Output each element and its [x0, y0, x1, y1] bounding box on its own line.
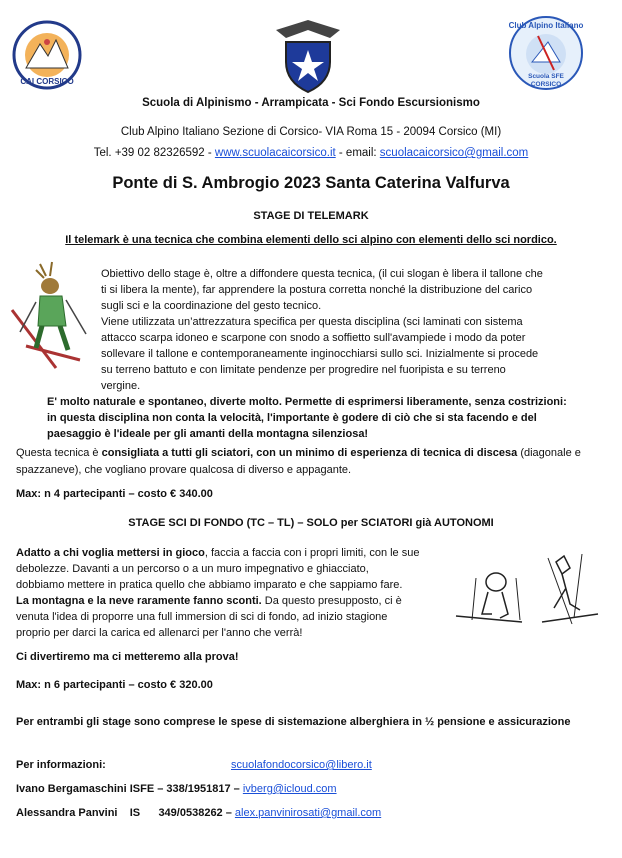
logo-left-caption: CAI CORSICO: [20, 77, 74, 86]
fondo-line: dobbiamo mettere in pratica quello che abbiamo imparato e che sappiamo fare.: [16, 579, 403, 591]
contact-person-1: [16, 781, 337, 797]
telemark-line: Viene utilizzata un’attrezzatura specifica per questa disciplina (sci laminati con sistema: [101, 316, 523, 328]
telemark-line: sugli sci e la coordinazione del gesto tecnico.: [101, 300, 322, 312]
both-stages-note: Per entrambi gli stage sono comprese le spese di sistemazione alberghiera in ½ pensione e assicurazione: [16, 716, 571, 728]
fondo-line: debolezze. Davanti a un percorso o a un muro impegnativo e ghiacciato,: [16, 563, 369, 575]
telemark-bold-line: in questa disciplina non conta la velocità, l'importante è godere di ciò che si sta facendo e del: [47, 412, 537, 424]
telemark-line: sollevare il tallone e contemporaneamente inginocchiarsi sullo sci. Inizialmente si procede: [101, 348, 539, 360]
person1-email-link[interactable]: ivberg@icloud.com: [242, 783, 337, 795]
fondo-line: proprio per darci la carica ed allenarci per l'anno che verrà!: [16, 627, 303, 639]
person1-text: Ivano Bergamaschini ISFE – 338/1951817 –: [16, 783, 243, 795]
contact-line: [0, 147, 622, 159]
fondo-l1-bold: Adatto a chi voglia mettersi in gioco: [16, 547, 205, 559]
fondo-description: [16, 545, 446, 641]
fondo-l4-bold: La montagna e la neve raramente fanno sconti.: [16, 595, 262, 607]
person2-text: Alessandra Panvini IS 349/0538262 –: [16, 807, 235, 819]
address-line: Club Alpino Italiano Sezione di Corsico- VIA Roma 15 - 20094 Corsico (MI): [120, 126, 502, 138]
header-email-link[interactable]: scuolacaicorsico@gmail.com: [379, 147, 529, 159]
tel-text: Tel. +39 02 82326592 -: [93, 147, 215, 159]
cross-country-skiers-illustration: [452, 548, 602, 640]
school-line: Scuola di Alpinismo - Arrampicata - Sci Fondo Escursionismo: [142, 97, 480, 109]
telemark-subheading: Il telemark è una tecnica che combina elementi dello sci alpino con elementi dello sci nordico.: [65, 234, 557, 246]
cai-eagle-emblem: [272, 16, 344, 96]
telemark-line: ti si libera la mente), far apprendere la postura corretta nonché la distribuzione del carico: [101, 284, 533, 296]
telemark-highlight: [47, 394, 617, 442]
telemark-line: su terreno battuto e con limitate pendenze per progredire nel fuoripista e su terreno: [101, 364, 506, 376]
telemark-bold-line: E' molto naturale e spontaneo, diverte molto. Permette di esprimersi liberamente, senza costrizioni:: [47, 396, 567, 408]
club-alpino-sfe-logo: [508, 14, 584, 92]
telemark-skier-illustration: [6, 256, 92, 376]
fondo-l1-rest: , faccia a faccia con i propri limiti, con le sue: [204, 547, 420, 559]
rec-line2: spazzaneve), che vogliano provare qualcosa di diverso e appagante.: [16, 464, 352, 476]
page-title: Ponte di S. Ambrogio 2023 Santa Caterina Valfurva: [112, 174, 510, 192]
email-label: - email:: [335, 147, 380, 159]
svg-text:Club Alpino Italiano: Club Alpino Italiano: [508, 21, 584, 30]
telemark-line: Obiettivo dello stage è, oltre a diffondere questa tecnica, (il cui slogan è libera il tallone che: [101, 268, 543, 280]
telemark-heading: STAGE DI TELEMARK: [253, 210, 369, 222]
telemark-line: attacco scarpa idoneo e scarpone con snodo a soffietto sull'avampiede i modo da poter: [101, 332, 526, 344]
svg-text:CORSICO: CORSICO: [530, 81, 562, 88]
telemark-bold-line: paesaggio è l'ideale per gli amanti della montagna silenziosa!: [47, 428, 369, 440]
fondo-line: venuta l'idea di proporre una full immersion di sci di fondo, ad inizio stagione: [16, 611, 388, 623]
rec-bold: consigliata a tutti gli sciatori, con un minimo di esperienza di tecnica di discesa: [101, 447, 518, 459]
cai-corsico-school-logo: [12, 18, 82, 92]
telemark-line: vergine.: [101, 380, 141, 392]
fondo-heading: STAGE SCI DI FONDO (TC – TL) – SOLO per SCIATORI già AUTONOMI: [128, 517, 494, 529]
svg-text:Scuola SFE: Scuola SFE: [528, 73, 564, 80]
fondo-fun: Ci divertiremo ma ci metteremo alla prova!: [16, 651, 239, 663]
rec-suffix: (diagonale e: [517, 447, 581, 459]
person2-email-link[interactable]: alex.panvinirosati@gmail.com: [234, 807, 382, 819]
fondo-l4-rest: Da questo presupposto, ci è: [261, 595, 402, 607]
rec-prefix: Questa tecnica è: [16, 447, 102, 459]
telemark-description: [101, 266, 601, 394]
info-label: Per informazioni:: [16, 759, 106, 771]
telemark-recommendation: [16, 445, 616, 479]
website-link[interactable]: www.scuolacaicorsico.it: [214, 147, 336, 159]
contact-person-2: [16, 805, 381, 821]
info-email-link[interactable]: scuolafondocorsico@libero.it: [231, 759, 372, 771]
fondo-max: Max: n 6 partecipanti – costo € 320.00: [16, 679, 213, 691]
telemark-max: Max: n 4 partecipanti – costo € 340.00: [16, 488, 213, 500]
